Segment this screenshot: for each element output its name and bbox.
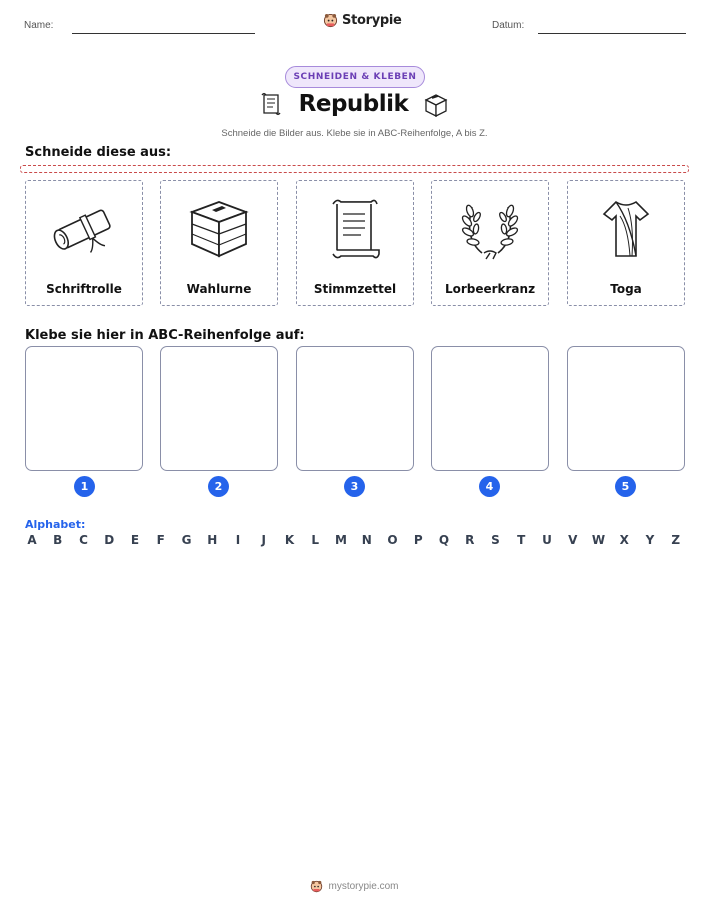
toga-icon	[598, 196, 654, 262]
ballot-box-title-icon	[422, 91, 450, 117]
card-label: Stimmzettel	[313, 282, 397, 296]
alphabet-letter: B	[53, 533, 63, 547]
slot-number: 5	[615, 476, 636, 497]
name-label: Name:	[24, 20, 54, 31]
alphabet-letter: Y	[645, 533, 655, 547]
alphabet-letter: W	[591, 533, 606, 547]
alphabet-letter: L	[311, 533, 320, 547]
alphabet-letter: F	[156, 533, 165, 547]
alphabet-letter: N	[361, 533, 372, 547]
paste-slot[interactable]	[567, 346, 685, 471]
storypie-mascot-icon	[323, 13, 338, 28]
alphabet-letter: D	[104, 533, 115, 547]
ballot-paper-icon	[325, 196, 385, 262]
ballot-box-icon	[184, 196, 254, 262]
alphabet-letter: X	[619, 533, 629, 547]
brand-name: Storypie	[342, 13, 402, 28]
alphabet-letter: T	[517, 533, 526, 547]
card-label: Lorbeerkranz	[444, 282, 536, 296]
alphabet-letter: I	[235, 533, 241, 547]
slot-number: 3	[344, 476, 365, 497]
scroll-roll-icon	[49, 199, 119, 259]
footer	[0, 880, 709, 893]
cut-heading: Schneide diese aus:	[25, 145, 172, 160]
cut-card[interactable]	[567, 180, 685, 306]
alphabet-letter: Z	[671, 533, 681, 547]
alphabet-letter: C	[79, 533, 88, 547]
title-row	[0, 91, 709, 117]
page-title: Republik	[298, 91, 409, 117]
paste-slot[interactable]	[160, 346, 278, 471]
cut-card[interactable]	[160, 180, 278, 306]
brand-logo	[323, 13, 402, 28]
alphabet-letter: K	[284, 533, 295, 547]
alphabet-letter: V	[568, 533, 578, 547]
instructions: Schneide die Bilder aus. Klebe sie in ABC-Reihenfolge, A bis Z.	[221, 128, 488, 139]
name-line[interactable]	[72, 33, 255, 34]
alphabet-letter: H	[207, 533, 218, 547]
alphabet-letter: R	[465, 533, 475, 547]
cut-card[interactable]	[431, 180, 549, 306]
date-label: Datum:	[492, 20, 525, 31]
alphabet-letter: O	[387, 533, 398, 547]
card-label: Schriftrolle	[46, 282, 122, 296]
paste-slot[interactable]	[25, 346, 143, 471]
card-label: Wahlurne	[186, 282, 252, 296]
scroll-icon	[259, 91, 285, 117]
alphabet-letter: E	[130, 533, 140, 547]
date-line[interactable]	[538, 33, 686, 34]
footer-url[interactable]: mystorypie.com	[328, 881, 399, 892]
alphabet-letter: J	[261, 533, 266, 547]
paste-heading: Klebe sie hier in ABC-Reihenfolge auf:	[25, 328, 305, 343]
cut-card[interactable]	[296, 180, 414, 306]
cut-line	[20, 165, 689, 173]
slot-number: 1	[74, 476, 95, 497]
alphabet-letter: P	[413, 533, 423, 547]
alphabet-row	[25, 533, 683, 547]
alphabet-letter: M	[335, 533, 347, 547]
alphabet-letter: A	[27, 533, 37, 547]
paste-slot[interactable]	[296, 346, 414, 471]
slot-number: 2	[208, 476, 229, 497]
alphabet-letter: G	[181, 533, 192, 547]
alphabet-letter: U	[542, 533, 552, 547]
alphabet-letter: Q	[438, 533, 450, 547]
cut-card[interactable]	[25, 180, 143, 306]
laurel-wreath-icon	[458, 197, 522, 261]
card-label: Toga	[610, 282, 642, 296]
alphabet-letter: S	[491, 533, 500, 547]
activity-badge: SCHNEIDEN & KLEBEN	[285, 66, 425, 88]
slot-number: 4	[479, 476, 500, 497]
paste-slot[interactable]	[431, 346, 549, 471]
storypie-mascot-icon	[310, 880, 323, 893]
alphabet-label: Alphabet:	[25, 518, 86, 531]
